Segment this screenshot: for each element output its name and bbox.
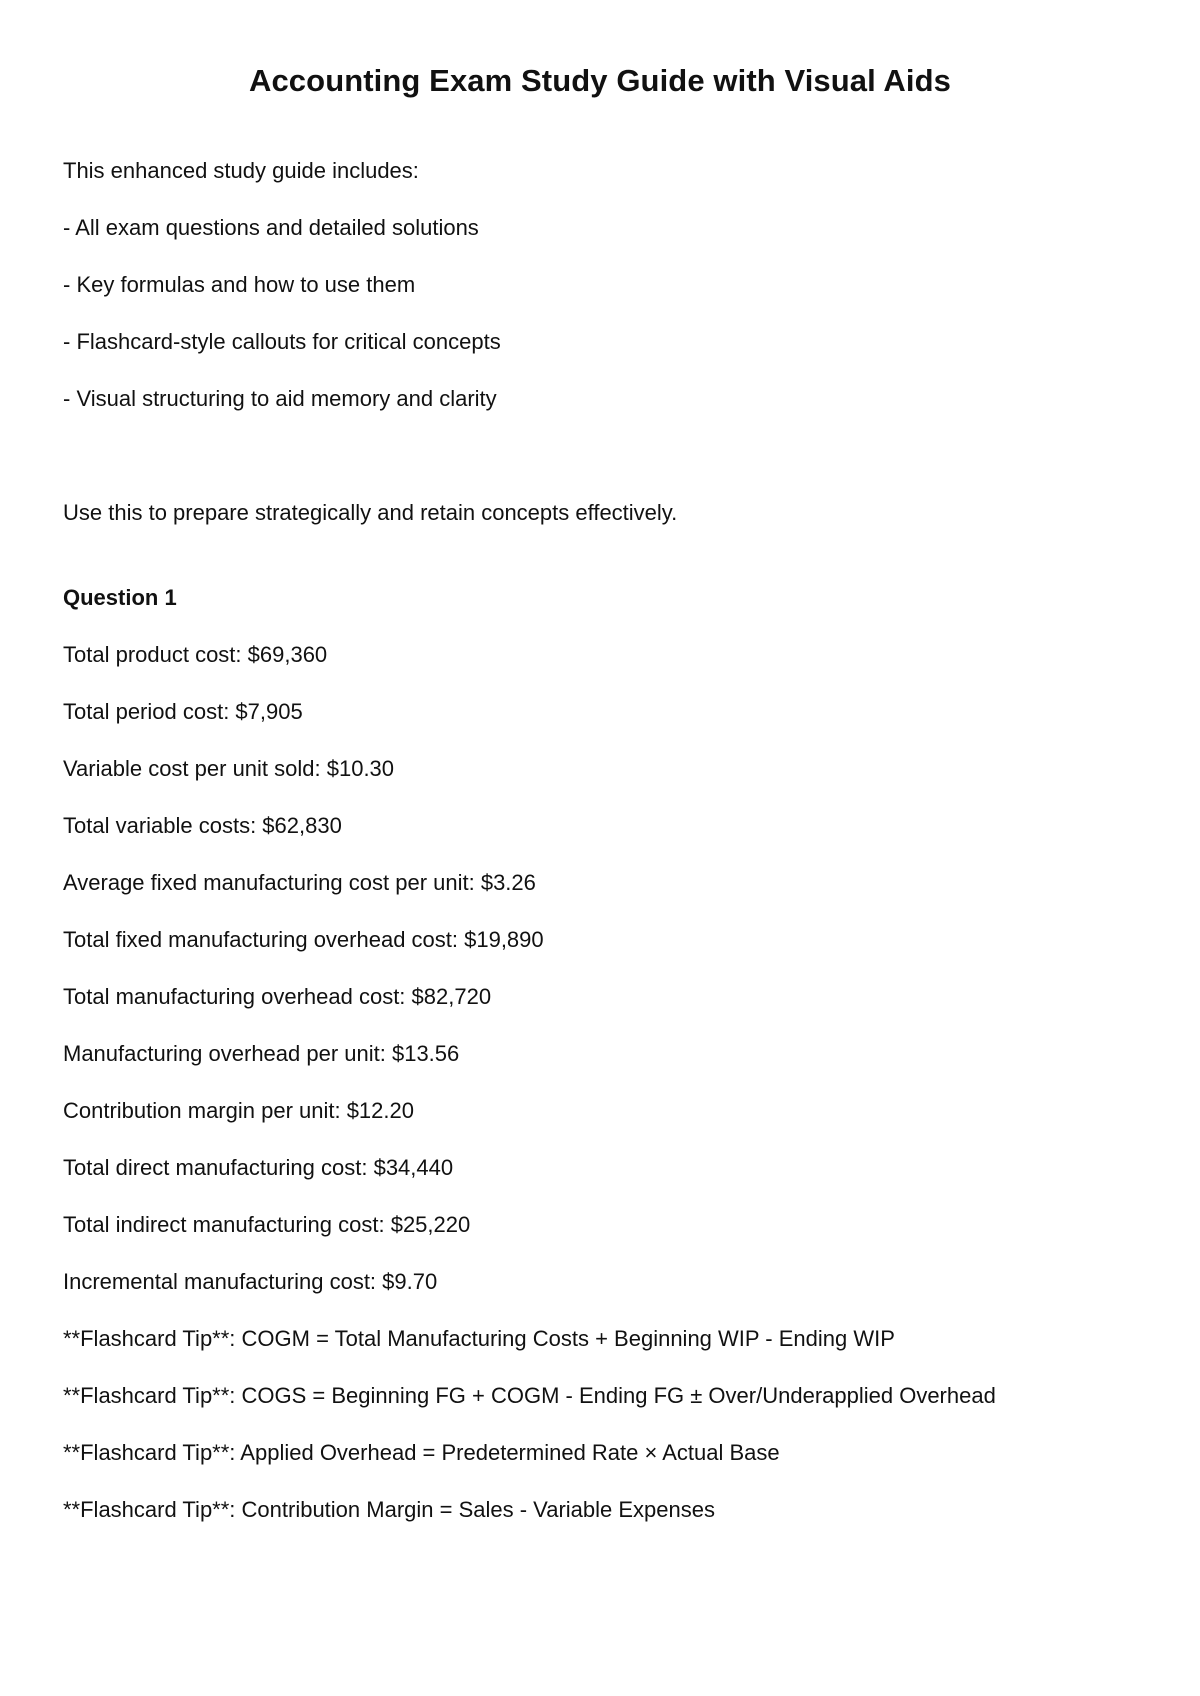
answer-line: Total direct manufacturing cost: $34,440 <box>63 1155 454 1180</box>
intro-lead: This enhanced study guide includes: <box>63 158 419 183</box>
intro-bullet: - Key formulas and how to use them <box>63 272 416 297</box>
answer-line: Total fixed manufacturing overhead cost: $19,890 <box>63 927 544 952</box>
answer-line: Total period cost: $7,905 <box>63 699 303 724</box>
answer-line: Average fixed manufacturing cost per unit: $3.26 <box>63 870 536 895</box>
question-heading: Question 1 <box>63 585 177 610</box>
intro-bullet: - Visual structuring to aid memory and clarity <box>63 386 497 411</box>
answer-line: Total product cost: $69,360 <box>63 642 328 667</box>
flashcard-tip: **Flashcard Tip**: Contribution Margin = Sales - Variable Expenses <box>63 1497 715 1522</box>
flashcard-tip: **Flashcard Tip**: COGS = Beginning FG + COGM - Ending FG ± Over/Underapplied Overhead <box>63 1383 996 1408</box>
document-title: Accounting Exam Study Guide with Visual Aids <box>248 63 951 98</box>
answer-line: Variable cost per unit sold: $10.30 <box>63 756 395 781</box>
answer-line: Contribution margin per unit: $12.20 <box>63 1098 414 1123</box>
answer-line: Total variable costs: $62,830 <box>63 813 342 838</box>
intro-bullet: - All exam questions and detailed solutions <box>63 215 479 240</box>
intro-bullet: - Flashcard-style callouts for critical concepts <box>63 329 501 354</box>
answer-line: Incremental manufacturing cost: $9.70 <box>63 1269 438 1294</box>
intro-closing: Use this to prepare strategically and retain concepts effectively. <box>63 500 678 525</box>
answer-line: Total manufacturing overhead cost: $82,720 <box>63 984 492 1009</box>
flashcard-tip: **Flashcard Tip**: COGM = Total Manufacturing Costs + Beginning WIP - Ending WIP <box>63 1326 895 1351</box>
flashcard-tip: **Flashcard Tip**: Applied Overhead = Predetermined Rate × Actual Base <box>63 1440 780 1465</box>
answer-line: Manufacturing overhead per unit: $13.56 <box>63 1041 460 1066</box>
answer-line: Total indirect manufacturing cost: $25,220 <box>63 1212 471 1237</box>
